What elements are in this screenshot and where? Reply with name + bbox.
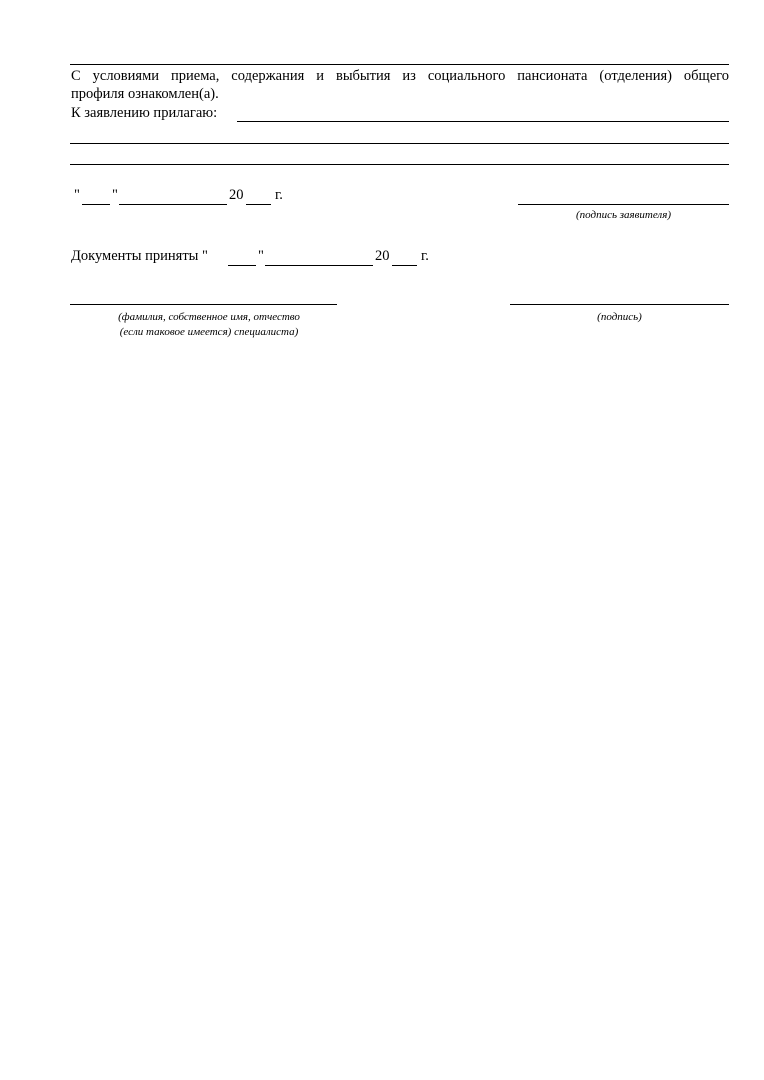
date-year-prefix: 20 bbox=[229, 187, 244, 203]
applicant-signature-field[interactable] bbox=[518, 204, 729, 205]
date-quote-close: " bbox=[112, 187, 118, 203]
accepted-year-field[interactable] bbox=[392, 265, 417, 266]
attachments-line-3[interactable] bbox=[70, 164, 729, 165]
applicant-signature-caption: (подпись заявителя) bbox=[575, 209, 672, 221]
specialist-signature-caption: (подпись) bbox=[597, 311, 642, 323]
attachments-line-1[interactable] bbox=[237, 121, 729, 122]
conditions-line-2: профиля ознакомлен(а). bbox=[71, 86, 219, 102]
specialist-name-caption-line-1: (фамилия, собственное имя, отчество bbox=[118, 311, 300, 323]
specialist-signature-field[interactable] bbox=[510, 304, 729, 305]
accepted-year-prefix: 20 bbox=[375, 248, 390, 264]
date-day-field[interactable] bbox=[82, 204, 110, 205]
accepted-day-field[interactable] bbox=[228, 265, 256, 266]
attachments-label: К заявлению прилагаю: bbox=[71, 105, 218, 121]
date-month-field[interactable] bbox=[119, 204, 227, 205]
specialist-name-field[interactable] bbox=[70, 304, 337, 305]
accepted-month-field[interactable] bbox=[265, 265, 373, 266]
attachments-line-2[interactable] bbox=[70, 143, 729, 144]
documents-accepted-label: Документы приняты " bbox=[71, 248, 208, 264]
date-quote-open: " bbox=[74, 187, 80, 203]
date-year-field[interactable] bbox=[246, 204, 271, 205]
accepted-quote-close: " bbox=[258, 248, 264, 264]
conditions-paragraph bbox=[71, 67, 729, 103]
top-rule bbox=[70, 64, 729, 65]
date-year-suffix: г. bbox=[275, 187, 283, 203]
specialist-name-caption-line-2: (если таковое имеется) специалиста) bbox=[119, 326, 299, 338]
conditions-line-1: С условиями приема, содержания и выбытия из социального пансионата (отделения) общего bbox=[71, 68, 729, 84]
accepted-year-suffix: г. bbox=[421, 248, 429, 264]
